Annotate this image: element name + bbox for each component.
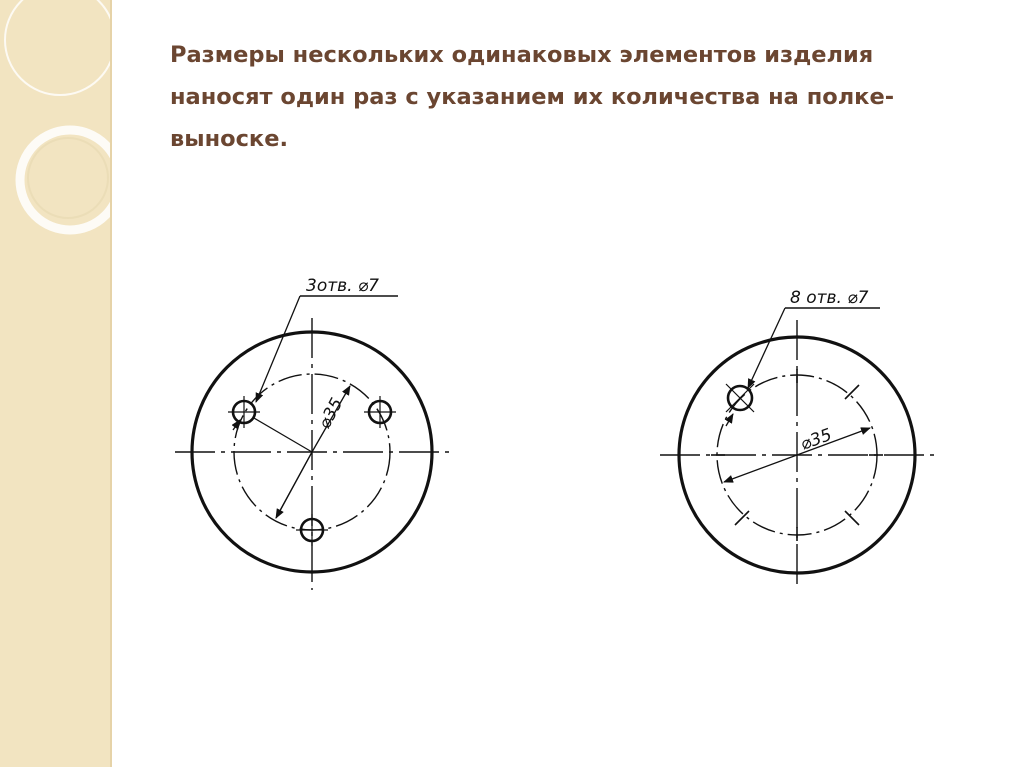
- dimension-label-right: ⌀35: [797, 425, 835, 455]
- leader-line: [256, 296, 300, 402]
- leader-line: [748, 308, 785, 388]
- leader-note-left: 3отв. ⌀7: [306, 276, 379, 296]
- leader-note-right: 8 отв. ⌀7: [790, 288, 869, 308]
- radial-line: [254, 418, 312, 452]
- slide-title: Размеры нескольких одинаковых элементов изделия наносят один раз с указанием их количества на полке-выноске.: [170, 42, 895, 152]
- dimension-label-left: ⌀35: [314, 394, 348, 433]
- drawing-right: [660, 308, 935, 585]
- hole-mark: [845, 511, 859, 525]
- drawing-left: [175, 296, 450, 590]
